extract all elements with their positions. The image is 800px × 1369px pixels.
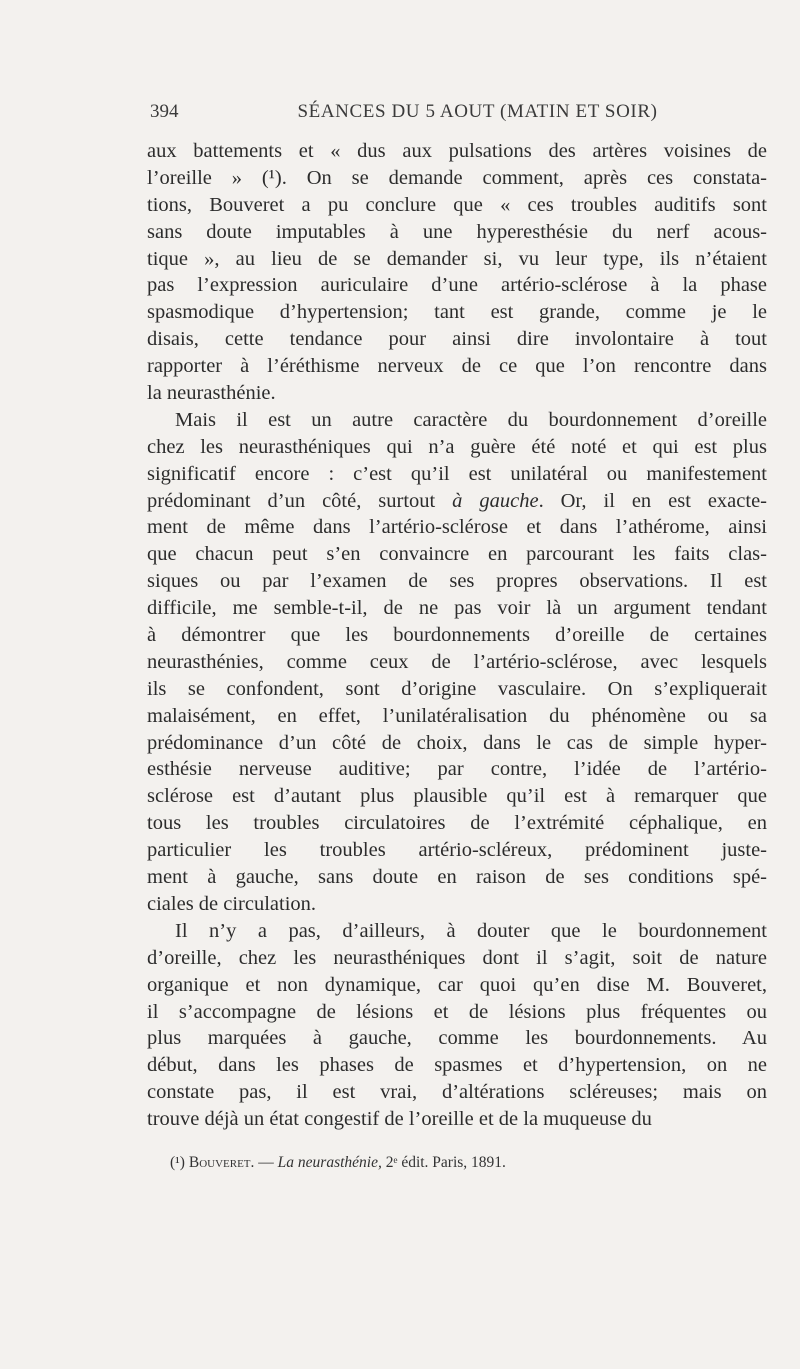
footnote-marker: (¹) xyxy=(170,1154,185,1171)
text-line: spasmodique d’hypertension; tant est grande, comme je le xyxy=(147,301,767,324)
text-line: pas l’expression auriculaire d’une artério-sclérose à la phase xyxy=(147,274,767,297)
text-line: début, dans les phases de spasmes et d’hypertension, on ne xyxy=(147,1054,767,1077)
text-line: Mais il est un autre caractère du bourdonnement d’oreille xyxy=(175,408,767,431)
text-line: ciales de circulation. xyxy=(147,892,317,915)
footnote-edition: 2ᵉ édit. Paris, 1891. xyxy=(385,1154,506,1171)
text-line: chez les neurasthéniques qui n’a guère été noté et qui est plus xyxy=(147,435,767,458)
text-line: tions, Bouveret a pu conclure que « ces troubles auditifs sont xyxy=(147,193,767,216)
text-line: trouve déjà un état congestif de l’oreille et de la muqueuse du xyxy=(147,1108,652,1131)
paragraph xyxy=(147,407,767,918)
text-line: organique et non dynamique, car quoi qu’en dise M. Bouveret, xyxy=(147,973,767,996)
text-line: d’oreille, chez les neurasthéniques dont il s’agit, soit de nature xyxy=(147,946,767,969)
body-text xyxy=(147,138,767,1133)
footnote xyxy=(170,1154,760,1172)
text-line: que chacun peut s’en convaincre en parcourant les faits clas- xyxy=(147,543,767,566)
text-line: neurasthénies, comme ceux de l’artério-sclérose, avec lesquels xyxy=(147,650,767,673)
text-line: la neurasthénie. xyxy=(147,382,276,405)
text-line: ment à gauche, sans doute en raison de ses conditions spé- xyxy=(147,866,767,889)
text-line: malaisément, en effet, l’unilatéralisation du phénomène ou sa xyxy=(147,704,767,727)
text-line: plus marquées à gauche, comme les bourdonnements. Au xyxy=(147,1027,767,1050)
text-line: ment de même dans l’artério-sclérose et dans l’athérome, ainsi xyxy=(147,516,767,539)
text-line: difficile, me semble-t-il, de ne pas voir là un argument tendant xyxy=(147,597,767,620)
text-line: significatif encore : c’est qu’il est unilatéral ou manifestement xyxy=(147,462,767,485)
footnote-dash: — xyxy=(258,1154,274,1171)
text-line: tique », au lieu de se demander si, vu leur type, ils n’étaient xyxy=(147,247,767,270)
text-line: esthésie nerveuse auditive; par contre, l’idée de l’artério- xyxy=(147,758,767,781)
text-line: sans doute imputables à une hyperesthésie du nerf acous- xyxy=(147,220,767,243)
paragraph xyxy=(147,138,767,407)
text-line: disais, cette tendance pour ainsi dire involontaire à tout xyxy=(147,328,767,351)
text-line: prédominance d’un côté de choix, dans le cas de simple hyper- xyxy=(147,731,767,754)
running-head xyxy=(150,101,765,129)
footnote-title: La neurasthénie, xyxy=(277,1154,382,1171)
text-line: siques ou par l’examen de ses propres observations. Il est xyxy=(147,570,767,593)
page-number: 394 xyxy=(150,101,179,122)
text-line: prédominant d’un côté, surtout à gauche. Or, il en est exacte- xyxy=(147,489,767,512)
text-line: sclérose est d’autant plus plausible qu’il est à remarquer que xyxy=(147,785,767,808)
text-line: tous les troubles circulatoires de l’extrémité céphalique, en xyxy=(147,812,767,835)
text-line: rapporter à l’éréthisme nerveux de ce que l’on rencontre dans xyxy=(147,355,767,378)
text-line: particulier les troubles artério-scléreux, prédominent juste- xyxy=(147,839,767,862)
text-line: il s’accompagne de lésions et de lésions plus fréquentes ou xyxy=(147,1000,767,1023)
paragraph xyxy=(147,918,767,1133)
running-title: SÉANCES DU 5 AOUT (MATIN ET SOIR) xyxy=(297,101,658,122)
text-line: ils se confondent, sont d’origine vasculaire. On s’expliquerait xyxy=(147,677,767,700)
text-line: à démontrer que les bourdonnements d’oreille de certaines xyxy=(147,624,767,647)
footnote-author: Bouveret. xyxy=(188,1154,255,1171)
text-line: aux battements et « dus aux pulsations des artères voisines de xyxy=(147,140,767,162)
text-line: Il n’y a pas, d’ailleurs, à douter que le bourdonnement xyxy=(175,919,767,942)
text-line: constate pas, il est vrai, d’altérations scléreuses; mais on xyxy=(147,1081,767,1104)
text-line: l’oreille » (¹). On se demande comment, après ces constata- xyxy=(147,166,767,189)
